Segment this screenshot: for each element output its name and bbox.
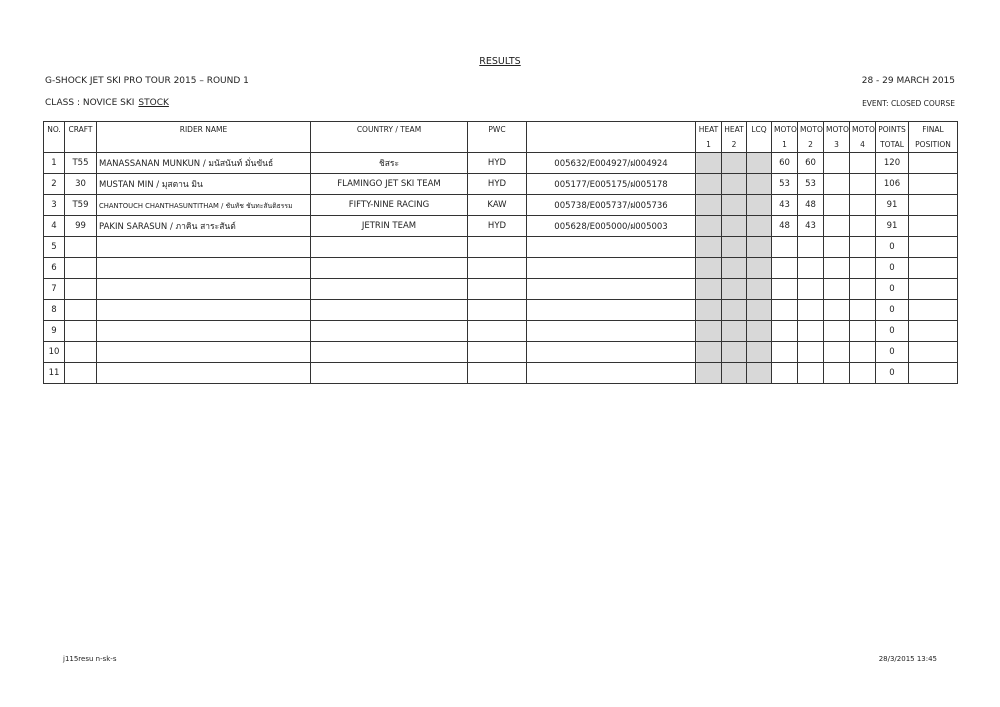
row-engine [527,321,696,342]
row-moto4 [850,153,876,174]
col-moto3-sub: 3 [824,137,850,153]
row-heat1 [696,363,722,384]
row-moto4 [850,279,876,300]
row-pwc [468,258,527,279]
row-rider: MANASSANAN MUNKUN / มนัสนันท์ มั่นขันธ์ [97,153,311,174]
row-heat1 [696,195,722,216]
row-moto4 [850,195,876,216]
col-moto3: MOTO [824,122,850,138]
row-moto1: 48 [772,216,798,237]
row-points: 0 [876,363,909,384]
row-moto3 [824,363,850,384]
row-engine [527,363,696,384]
table-row [44,153,958,174]
row-lcq [747,195,772,216]
row-points: 106 [876,174,909,195]
row-lcq [747,363,772,384]
row-moto4 [850,300,876,321]
row-team [311,258,468,279]
row-rider [97,363,311,384]
row-moto3 [824,321,850,342]
row-team [311,300,468,321]
row-moto3 [824,195,850,216]
row-heat2 [722,237,747,258]
row-pwc: KAW [468,195,527,216]
col-points-sub: TOTAL [876,137,909,153]
table-row [44,300,958,321]
row-pwc [468,363,527,384]
col-rider: RIDER NAME [97,122,311,138]
row-moto2 [798,279,824,300]
row-pwc: HYD [468,174,527,195]
col-pwc: PWC [468,122,527,138]
row-moto4 [850,321,876,342]
row-final [909,321,958,342]
row-final [909,363,958,384]
row-moto2 [798,342,824,363]
row-craft [65,300,97,321]
row-team [311,279,468,300]
row-points: 91 [876,216,909,237]
row-heat2 [722,321,747,342]
row-heat2 [722,153,747,174]
row-no: 5 [44,237,65,258]
row-engine: 005628/E005000/ฝ005003 [527,216,696,237]
row-team [311,342,468,363]
col-moto2-sub: 2 [798,137,824,153]
row-lcq [747,300,772,321]
row-moto3 [824,300,850,321]
row-moto4 [850,363,876,384]
col-no: NO. [44,122,65,138]
row-rider: CHANTOUCH CHANTHASUNTITHAM / ชันทัช ชันทะสันติธรรม [97,195,311,216]
page-title: RESULTS [479,56,521,67]
event-name: G-SHOCK JET SKI PRO TOUR 2015 – ROUND 1 [45,76,249,86]
row-moto2: 60 [798,153,824,174]
row-moto2: 48 [798,195,824,216]
event-type: EVENT: CLOSED COURSE [862,99,955,108]
row-lcq [747,216,772,237]
row-no: 7 [44,279,65,300]
row-moto1 [772,237,798,258]
col-heat2: HEAT [722,122,747,138]
row-points: 0 [876,258,909,279]
col-heat1: HEAT [696,122,722,138]
row-pwc: HYD [468,153,527,174]
row-craft [65,237,97,258]
row-craft: 30 [65,174,97,195]
col-points: POINTS [876,122,909,138]
table-row [44,195,958,216]
row-heat2 [722,279,747,300]
row-moto2 [798,321,824,342]
row-heat1 [696,216,722,237]
row-moto1 [772,258,798,279]
row-moto3 [824,258,850,279]
row-points: 91 [876,195,909,216]
row-moto1: 53 [772,174,798,195]
row-pwc [468,237,527,258]
table-header-row [44,122,958,138]
row-no: 9 [44,321,65,342]
row-heat1 [696,321,722,342]
table-row [44,237,958,258]
row-moto4 [850,216,876,237]
row-rider [97,279,311,300]
row-moto1 [772,363,798,384]
row-moto1 [772,279,798,300]
row-lcq [747,258,772,279]
row-lcq [747,153,772,174]
row-no: 4 [44,216,65,237]
row-heat2 [722,258,747,279]
table-row [44,363,958,384]
row-heat2 [722,342,747,363]
row-no: 11 [44,363,65,384]
row-moto1 [772,300,798,321]
class-label: CLASS : NOVICE SKI [45,98,135,108]
row-final [909,216,958,237]
footer-print-time: 28/3/2015 13:45 [878,655,937,663]
row-heat1 [696,237,722,258]
row-lcq [747,174,772,195]
row-points: 0 [876,342,909,363]
row-moto3 [824,279,850,300]
row-moto3 [824,153,850,174]
row-rider [97,342,311,363]
table-row [44,216,958,237]
row-engine [527,279,696,300]
row-moto4 [850,237,876,258]
col-moto2: MOTO [798,122,824,138]
table-row [44,174,958,195]
row-rider: PAKIN SARASUN / ภาคิน สาระสันต์ [97,216,311,237]
row-pwc [468,342,527,363]
row-craft: T59 [65,195,97,216]
row-final [909,174,958,195]
row-heat1 [696,258,722,279]
row-heat2 [722,174,747,195]
row-moto1 [772,342,798,363]
results-table [43,121,958,384]
row-final [909,237,958,258]
row-engine [527,342,696,363]
table-row [44,279,958,300]
row-lcq [747,237,772,258]
col-final-sub: POSITION [909,137,958,153]
row-moto4 [850,258,876,279]
col-heat1-sub: 1 [696,137,722,153]
col-craft: CRAFT [65,122,97,138]
row-moto1: 43 [772,195,798,216]
row-rider [97,321,311,342]
row-final [909,342,958,363]
row-heat2 [722,195,747,216]
row-heat1 [696,279,722,300]
col-heat2-sub: 2 [722,137,747,153]
row-craft [65,258,97,279]
col-final: FINAL [909,122,958,138]
row-craft [65,363,97,384]
col-team: COUNTRY / TEAM [311,122,468,138]
row-no: 6 [44,258,65,279]
row-pwc [468,300,527,321]
row-team: ชิสระ [311,153,468,174]
row-no: 10 [44,342,65,363]
row-engine: 005632/E004927/ฝ004924 [527,153,696,174]
row-points: 0 [876,279,909,300]
row-rider [97,258,311,279]
row-moto2: 53 [798,174,824,195]
row-engine: 005177/E005175/ฝ005178 [527,174,696,195]
row-craft [65,321,97,342]
row-engine: 005738/E005737/ฝ005736 [527,195,696,216]
row-no: 3 [44,195,65,216]
table-header-row [44,137,958,153]
row-heat2 [722,300,747,321]
col-lcq: LCQ [747,122,772,138]
row-moto3 [824,216,850,237]
row-final [909,258,958,279]
row-lcq [747,279,772,300]
row-team: FLAMINGO JET SKI TEAM [311,174,468,195]
row-points: 0 [876,237,909,258]
row-no: 1 [44,153,65,174]
row-team [311,237,468,258]
row-moto1: 60 [772,153,798,174]
row-engine [527,258,696,279]
row-rider [97,300,311,321]
row-heat1 [696,342,722,363]
row-no: 8 [44,300,65,321]
class-stock: STOCK [138,98,169,108]
row-moto2 [798,237,824,258]
row-moto3 [824,237,850,258]
row-heat2 [722,216,747,237]
row-rider [97,237,311,258]
row-moto3 [824,174,850,195]
row-moto2 [798,258,824,279]
row-heat1 [696,174,722,195]
row-engine [527,300,696,321]
row-team [311,363,468,384]
col-moto4-sub: 4 [850,137,876,153]
col-engine [527,122,696,138]
row-moto3 [824,342,850,363]
class-line [45,98,169,108]
row-moto2 [798,363,824,384]
event-date: 28 - 29 MARCH 2015 [861,76,955,86]
row-moto1 [772,321,798,342]
col-moto1-sub: 1 [772,137,798,153]
row-points: 120 [876,153,909,174]
row-craft: 99 [65,216,97,237]
row-team: JETRIN TEAM [311,216,468,237]
row-points: 0 [876,300,909,321]
row-moto2 [798,300,824,321]
row-heat1 [696,300,722,321]
table-row [44,258,958,279]
footer-file-code: j115resu n-sk-s [63,655,117,663]
row-pwc: HYD [468,216,527,237]
row-points: 0 [876,321,909,342]
row-no: 2 [44,174,65,195]
row-heat2 [722,363,747,384]
row-final [909,153,958,174]
row-pwc [468,321,527,342]
row-team: FIFTY-NINE RACING [311,195,468,216]
row-moto4 [850,342,876,363]
col-moto4: MOTO [850,122,876,138]
table-row [44,342,958,363]
row-moto2: 43 [798,216,824,237]
row-rider: MUSTAN MIN / มุสตาน มิน [97,174,311,195]
table-row [44,321,958,342]
row-heat1 [696,153,722,174]
row-lcq [747,321,772,342]
row-craft [65,342,97,363]
row-craft: T55 [65,153,97,174]
row-craft [65,279,97,300]
row-moto4 [850,174,876,195]
row-team [311,321,468,342]
row-pwc [468,279,527,300]
row-final [909,195,958,216]
row-final [909,279,958,300]
row-lcq [747,342,772,363]
row-engine [527,237,696,258]
row-final [909,300,958,321]
col-moto1: MOTO [772,122,798,138]
